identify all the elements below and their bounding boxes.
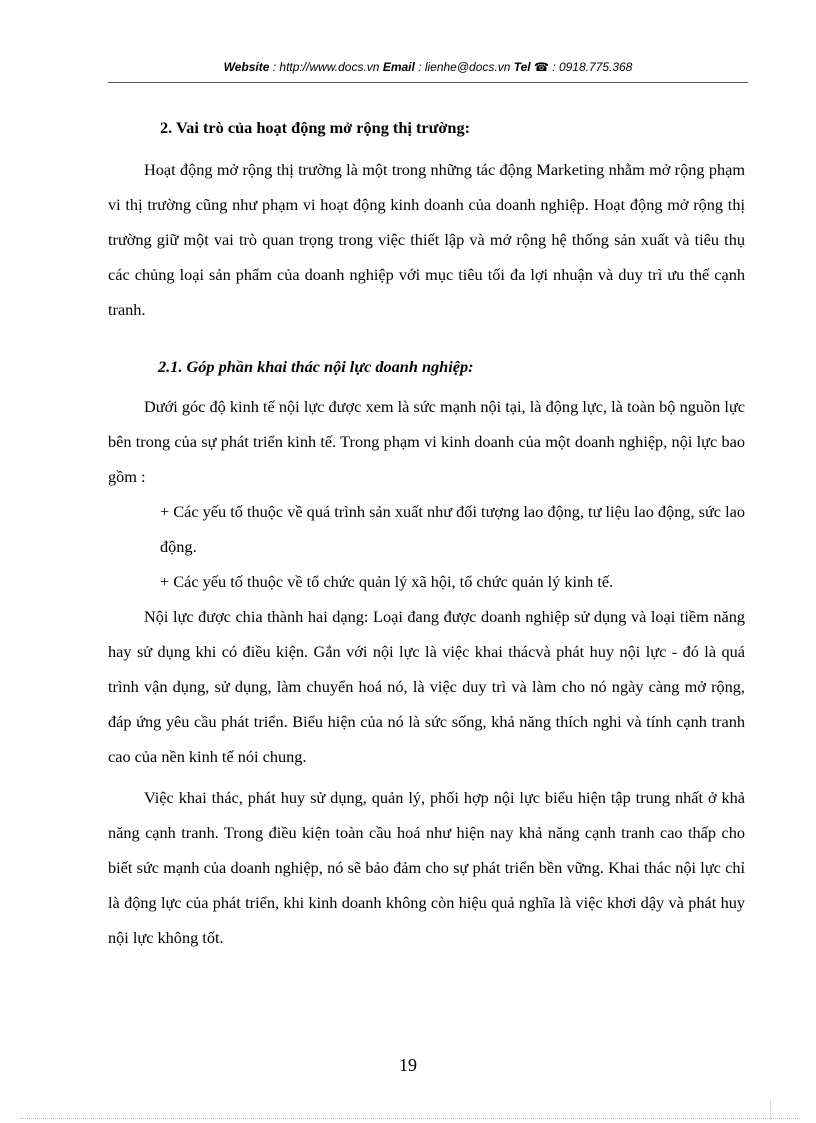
tel-label: Tel (513, 60, 531, 74)
header-divider (108, 82, 748, 83)
email-label: Email (382, 60, 415, 74)
subsection-heading: 2.1. Góp phần khai thác nội lực doanh nghiệp: (158, 357, 474, 376)
document-body (108, 118, 745, 955)
email-value: : lienhe@docs.vn (414, 60, 514, 74)
section-heading: 2. Vai trò của hoạt động mở rộng thị trường: (160, 118, 471, 137)
paragraph-2: Nội lực được chia thành hai dạng: Loại đang được doanh nghiệp sử dụng và loại tiềm năng hay sử dụng khi có điều kiện. Gắn với nội lực là việc khai thácvà phát huy nội lực - đó là quá trình vận dụng, sử dụng, làm chuyển hoá nó, là việc duy trì và làm cho nó ngày càng mở rộng, đáp ứng yêu cầu phát triển. Biểu hiện của nó là sức sống, khả năng thích nghi và tính cạnh tranh cao của nền kinh tế nói chung. (108, 607, 745, 766)
website-value: : http://www.docs.vn (269, 60, 383, 74)
tel-value: : 0918.775.368 (548, 60, 633, 74)
footer-divider (20, 1118, 800, 1119)
bullet-item-2: + Các yếu tố thuộc về tổ chức quản lý xã hội, tổ chức quản lý kinh tế. (160, 572, 614, 591)
corner-mark (770, 1100, 801, 1120)
phone-icon: ☎ (533, 60, 549, 74)
page-header (108, 60, 748, 74)
section-spacer (108, 327, 745, 357)
section-intro-paragraph: Hoạt động mở rộng thị trường là một trong những tác động Marketing nhằm mở rộng phạm vi thị trường cũng như phạm vi hoạt động kinh doanh của doanh nghiệp. Hoạt động mở rộng thị trường giữ một vai trò quan trọng trong việc thiết lập và mở rộng hệ thống sản xuất và tiêu thụ các chủng loại sản phẩm của doanh nghiệp với mục tiêu tối đa lợi nhuận và duy trì ưu thế cạnh tranh. (108, 160, 745, 319)
bullet-item-1: + Các yếu tố thuộc về quá trình sản xuất như đối tượng lao động, tư liệu lao động, sức lao động. (160, 502, 745, 556)
page-number: 19 (399, 1055, 417, 1075)
paragraph-3: Việc khai thác, phát huy sử dụng, quản lý, phối hợp nội lực biểu hiện tập trung nhất ở khả năng cạnh tranh. Trong điều kiện toàn cầu hoá như hiện nay khả năng cạnh tranh cao thấp cho biết sức mạnh của doanh nghiệp, nó sẽ bảo đảm cho sự phát triển bền vững. Khai thác nội lực chỉ là động lực của phát triển, khi kinh doanh không còn hiệu quả nghĩa là việc khơi dậy và phát huy nội lực không tốt. (108, 788, 745, 947)
website-label: Website (223, 60, 270, 74)
paragraph-1: Dưới góc độ kinh tế nội lực được xem là sức mạnh nội tại, là động lực, là toàn bộ nguồn lực bên trong của sự phát triển kinh tế. Trong phạm vi kinh doanh của một doanh nghiệp, nội lực bao gồm : (108, 397, 745, 486)
